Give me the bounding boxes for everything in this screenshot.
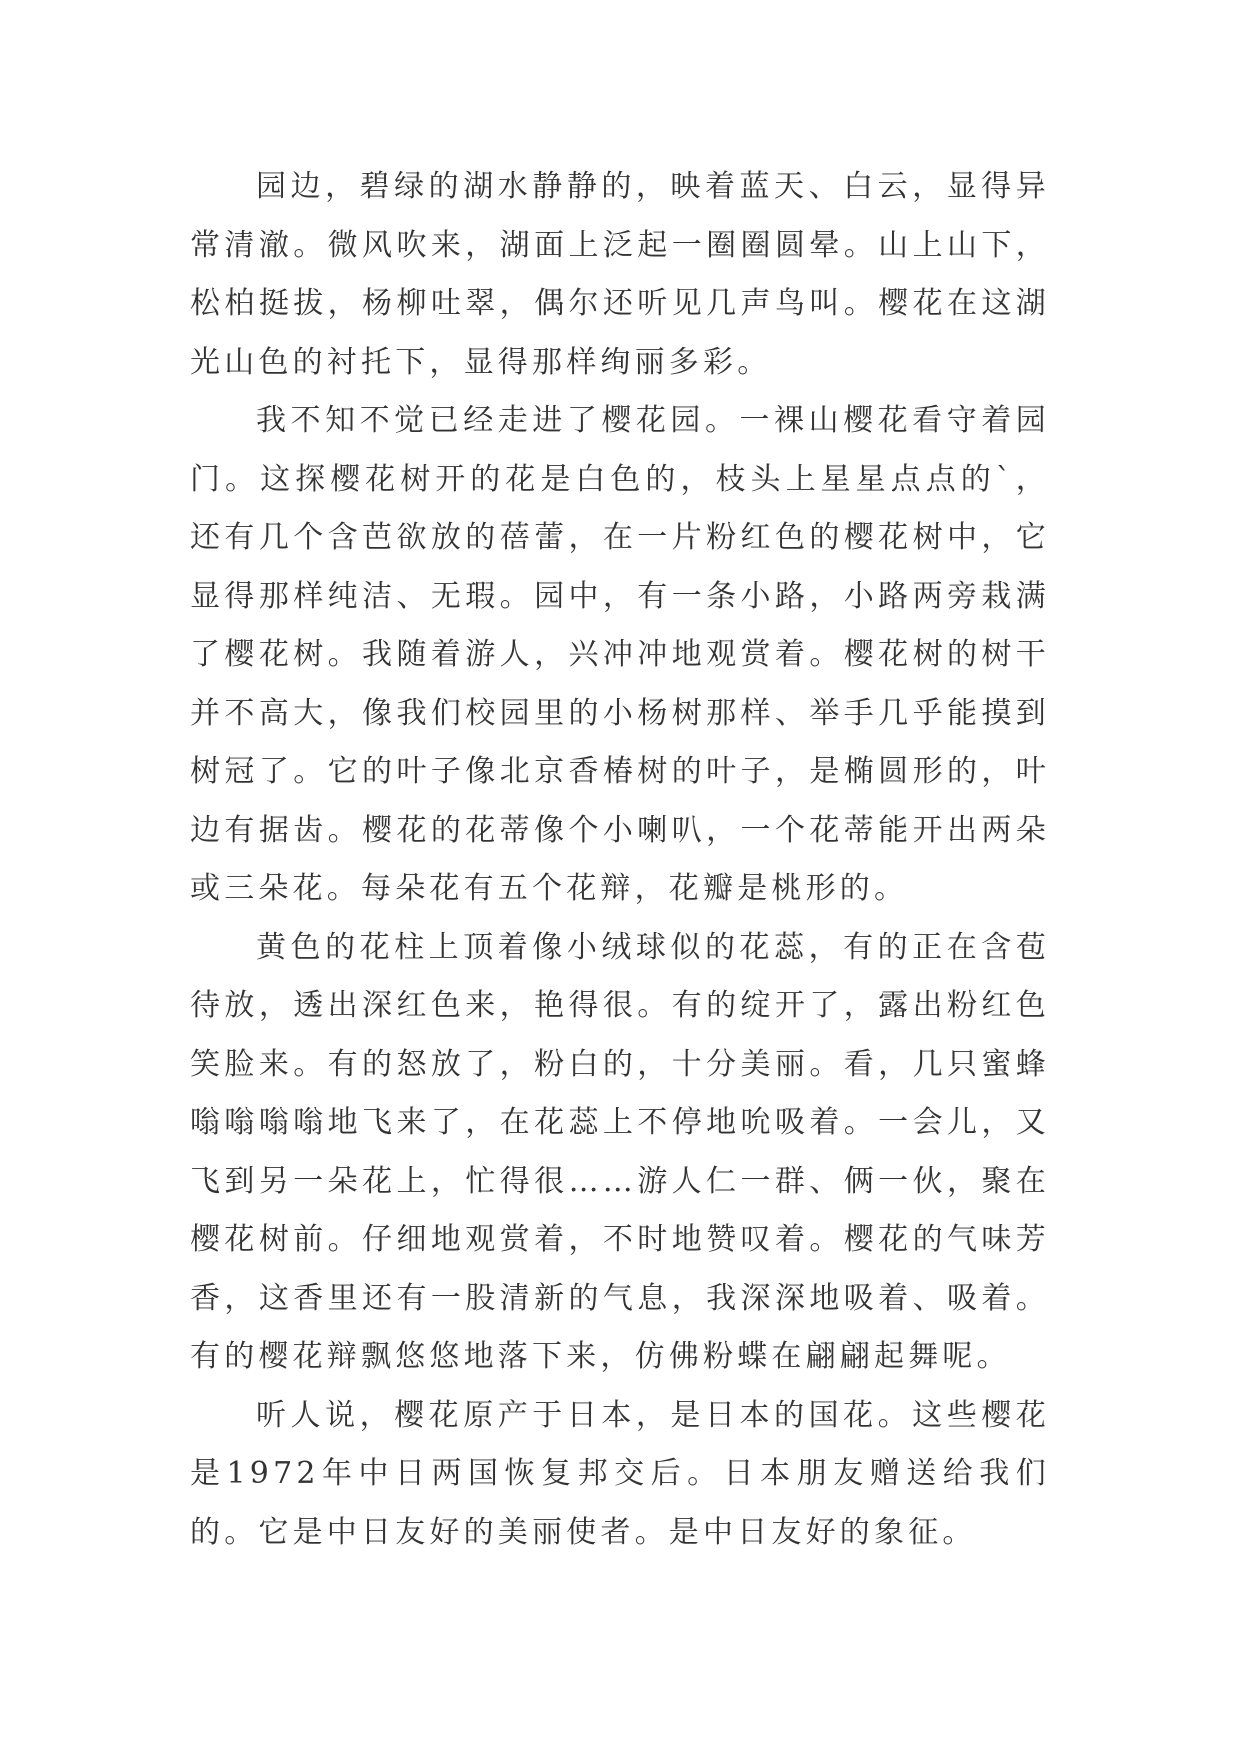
paragraph: 黄色的花柱上顶着像小绒球似的花蕊，有的正在含苞待放，透出深红色来，艳得很。有的绽开了，露出粉红色笑脸来。有的怒放了，粉白的，十分美丽。看，几只蜜蜂嗡嗡嗡嗡地飞来了，在花蕊上不停地吮吸着。一会儿，又飞到另一朵花上，忙得很……游人仁一群、俩一伙，聚在樱花树前。仔细地观赏着，不时地赞叹着。樱花的气味芳香，这香里还有一股清新的气息，我深深地吸着、吸着。有的樱花辩飘悠悠地落下来，仿佛粉蝶在翩翩起舞呢。 [190, 929, 1050, 1374]
document-body [190, 158, 1050, 1562]
paragraph: 我不知不觉已经走进了樱花园。一裸山樱花看守着园门。这探樱花树开的花是白色的，枝头上星星点点的`，还有几个含芭欲放的蓓蕾，在一片粉红色的樱花树中，它显得那样纯洁、无瑕。园中，有一条小路，小路两旁栽满了樱花树。我随着游人，兴冲冲地观赏着。樱花树的树干并不高大，像我们校园里的小杨树那样、举手几乎能摸到树冠了。它的叶子像北京香椿树的叶子，是椭圆形的，叶边有据齿。樱花的花蒂像个小喇叭，一个花蒂能开出两朵或三朵花。每朵花有五个花辩，花瓣是桃形的。 [190, 403, 1050, 906]
paragraph: 园边，碧绿的湖水静静的，映着蓝天、白云，显得异常清澈。微风吹来，湖面上泛起一圈圈圆晕。山上山下，松柏挺拔，杨柳吐翠，偶尔还听见几声鸟叫。樱花在这湖光山色的衬托下，显得那样绚丽多彩。 [190, 169, 1050, 380]
paragraph: 听人说，樱花原产于日本，是日本的国花。这些樱花是1972年中日两国恢复邦交后。日本朋友赠送给我们的。它是中日友好的美丽使者。是中日友好的象征。 [190, 1397, 1050, 1550]
